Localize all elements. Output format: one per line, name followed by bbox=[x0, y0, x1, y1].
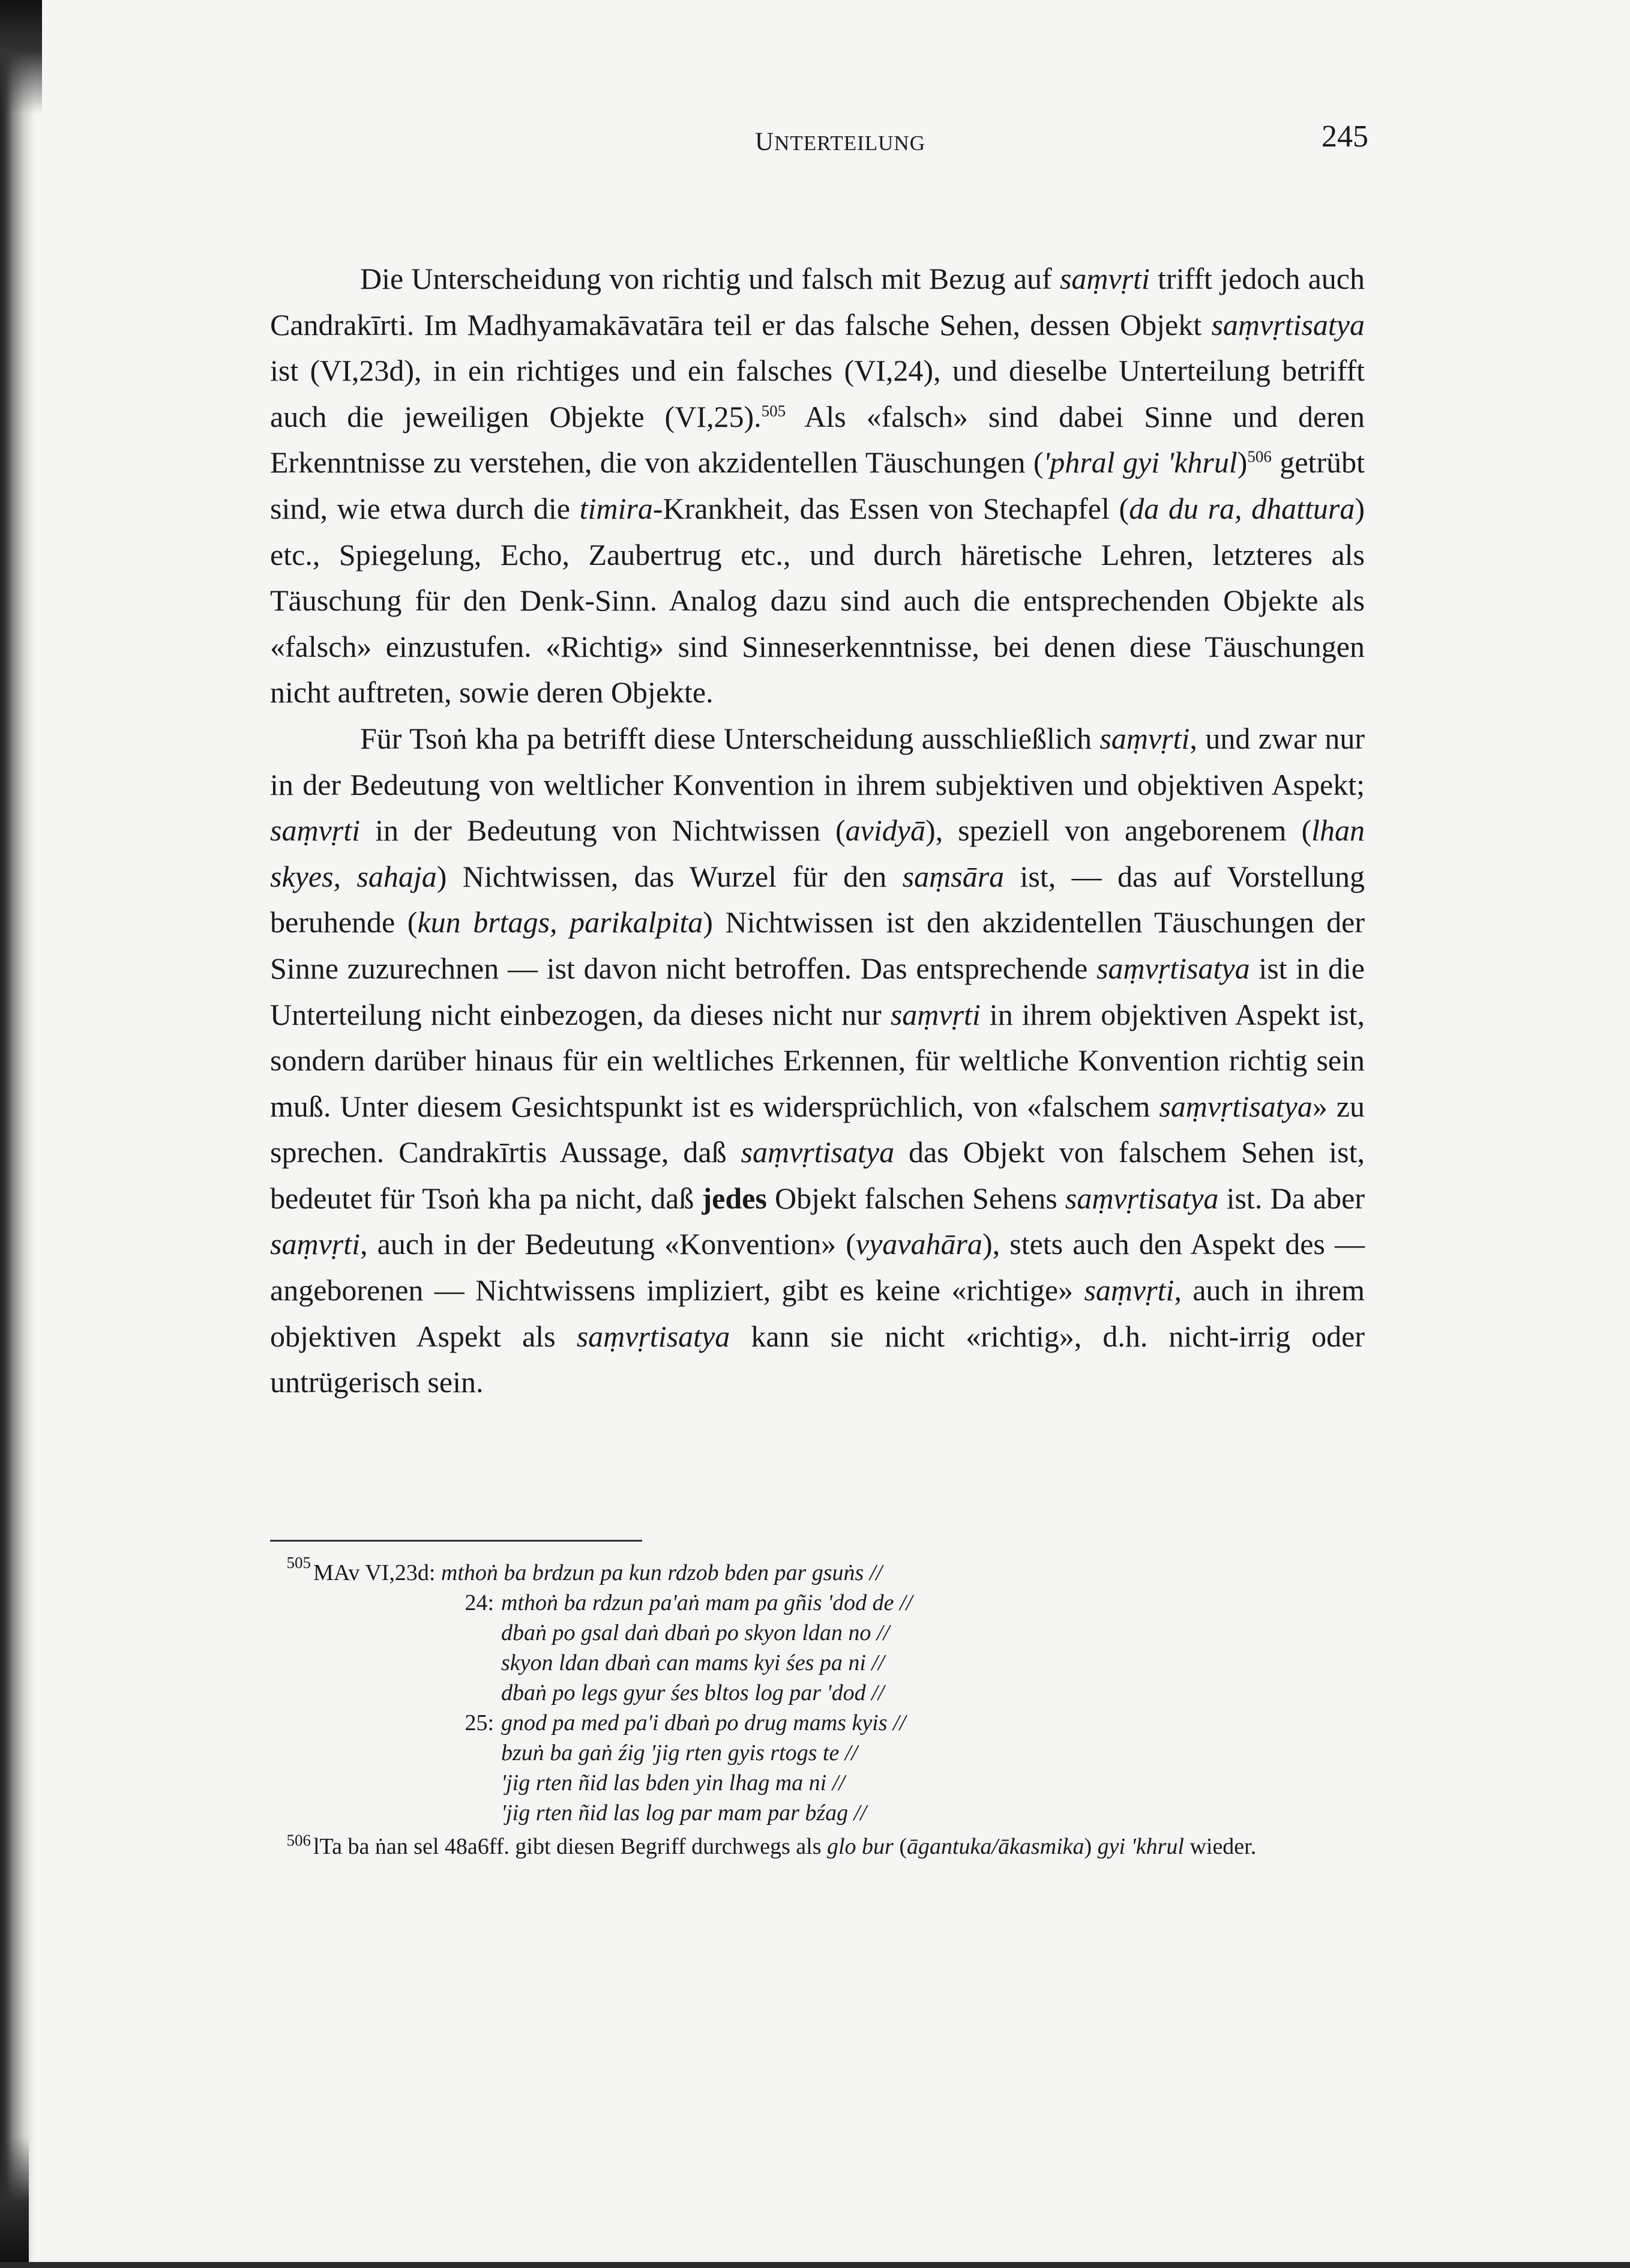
text-run: Die Unterscheidung von richtig und falsch mit Bezug auf bbox=[360, 262, 1060, 295]
verse-group-25 bbox=[270, 1708, 1368, 1828]
text-run: , auch in der Bedeutung «Konvention» ( bbox=[360, 1227, 856, 1261]
footnotes bbox=[270, 1554, 1368, 1862]
footnote-number: 506 bbox=[286, 1831, 311, 1850]
binding-bottom-shadow bbox=[0, 2137, 29, 2268]
footnote-ref-505[interactable]: 505 bbox=[761, 402, 786, 420]
verse-label: 24: bbox=[465, 1590, 494, 1615]
footnote-text: ( bbox=[893, 1834, 907, 1859]
page-number: 245 bbox=[1322, 119, 1368, 154]
binding-top-shadow bbox=[0, 0, 42, 114]
term-samvrti: saṃvṛti bbox=[890, 997, 981, 1031]
verse-line: gnod pa med pa'i dbaṅ po drug mams kyis // bbox=[501, 1710, 906, 1736]
term-samvrti: saṃvṛti bbox=[1059, 262, 1150, 295]
text-run: in der Bedeutung von Nichtwissen ( bbox=[360, 813, 846, 848]
text-run: ) bbox=[1237, 445, 1248, 480]
footnote-ref-506[interactable]: 506 bbox=[1247, 447, 1272, 466]
running-head-rest: NTERTEILUNG bbox=[774, 131, 925, 155]
term-glo-bur: glo bur bbox=[826, 1834, 894, 1859]
verse-line: bzuṅ ba gaṅ źig 'jig rten gyis rtogs te // bbox=[501, 1740, 858, 1766]
text-run: ) etc., Spiegelung, Echo, Zaubertrug etc., und durch häretische Lehren, letzteres als Täuschung für den Denk-Sinn. Analog dazu sind auch die entsprechenden Objekte als «falsch» einzustufen. «Richtig» sind Sinneserkenntnisse, bei denen diese Täuschungen nicht auftreten, sowie deren Objekte. bbox=[270, 491, 1365, 710]
term-parikalpita: kun brtags, parikalpita bbox=[417, 905, 703, 939]
verse-lines bbox=[501, 1708, 1368, 1828]
running-head-initial: U bbox=[755, 128, 775, 156]
text-run: ) Nichtwissen, das Wurzel für den bbox=[436, 859, 903, 893]
verse-line: mthoṅ ba brdzun pa kun rdzob bden par gsuṅs // bbox=[441, 1560, 882, 1585]
verse-line: 'jig rten ñid las log par mam par bźag // bbox=[501, 1800, 867, 1826]
term-samvrti: saṃvṛti bbox=[270, 813, 360, 848]
term-samvrti: saṃvṛti bbox=[270, 1227, 360, 1261]
footnote-505-first-line: 505 MAv VI,23d: mthoṅ ba brdzun pa kun rdzob bden par gsuṅs // bbox=[286, 1554, 882, 1585]
term-samvrti: saṃvṛti bbox=[1084, 1273, 1174, 1307]
term-dhattura: da du ra, dhattura bbox=[1129, 491, 1355, 525]
text-run: das Objekt von falschem Sehen ist, bedeutet für Tsoṅ kha pa nicht, daß bbox=[270, 1135, 1365, 1215]
paragraph-2 bbox=[270, 716, 1365, 1405]
text-run: » zu sprechen. Candrakīrtis Aussage, daß bbox=[270, 1089, 1365, 1169]
verse-line: skyon ldan dbaṅ can mams kyi śes pa ni // bbox=[501, 1650, 885, 1675]
term-avidya: avidyā bbox=[845, 813, 925, 848]
term-samvrti: saṃvṛti bbox=[1099, 721, 1190, 755]
term-timira: timira bbox=[579, 491, 653, 525]
footnote-505 bbox=[270, 1554, 1368, 1828]
term-vyavahara: vyavahāra bbox=[855, 1227, 982, 1261]
text-run: in ihrem objektiven Aspekt ist, sondern darüber hinaus für ein weltliches Erkennen, für weltliche Konvention richtig sein muß. Unter diesem Gesichtspunkt ist es widersprüchlich, von «falschem bbox=[270, 997, 1365, 1123]
text-run: ), speziell von angeborenem ( bbox=[925, 813, 1312, 848]
term-samvrtisatya: saṃvṛtisatya bbox=[1211, 307, 1365, 342]
main-text bbox=[270, 256, 1365, 1405]
text-run: ist in die Unterteilung nicht einbezogen, da dieses nicht nur bbox=[270, 951, 1365, 1031]
text-run: ist. Da aber bbox=[1218, 1181, 1365, 1215]
footnote-source: MAv VI,23d: bbox=[313, 1560, 436, 1585]
term-samsara: saṃsāra bbox=[902, 859, 1005, 893]
verse-label: 25: bbox=[465, 1710, 494, 1736]
book-binding-shadow bbox=[0, 0, 35, 2268]
text-run: getrübt sind, wie etwa durch die bbox=[270, 445, 1365, 525]
text-run: ), stets auch den Aspekt des — angeborenen — Nichtwissens impliziert, gibt es keine «richtige» bbox=[270, 1227, 1365, 1307]
footnote-text: ) bbox=[1084, 1834, 1098, 1859]
text-run: -Krankheit, das Essen von Stechapfel ( bbox=[652, 491, 1129, 525]
text-run: , auch in ihrem objektiven Aspekt als bbox=[270, 1273, 1365, 1353]
term-gyi-khrul: gyi 'khrul bbox=[1097, 1834, 1184, 1859]
term-samvrtisatya: saṃvṛtisatya bbox=[576, 1319, 730, 1353]
text-run: Für Tsoṅ kha pa betrifft diese Unterscheidung ausschließlich bbox=[360, 721, 1100, 755]
footnote-separator bbox=[270, 1540, 642, 1542]
verse-line: dbaṅ po gsal daṅ dbaṅ po skyon ldan no // bbox=[501, 1620, 890, 1645]
term-sahaja: lhan skyes, sahaja bbox=[270, 813, 1365, 893]
verse-line: mthoṅ ba rdzun pa'aṅ mam pa gñis 'dod de // bbox=[501, 1590, 913, 1615]
text-run: trifft jedoch auch Candrakīrti. Im Madhyamakāvatāra teil er das falsche Sehen, dessen Objekt bbox=[270, 262, 1365, 342]
term-samvrtisatya: saṃvṛtisatya bbox=[1065, 1181, 1219, 1215]
verse-group-24 bbox=[270, 1588, 1368, 1708]
running-head bbox=[600, 127, 1080, 157]
term-phral-gyi-khrul: 'phral gyi 'khrul bbox=[1043, 445, 1238, 480]
term-agantuka: āgantuka/ākasmika bbox=[907, 1834, 1084, 1859]
text-run: ) Nichtwissen ist den akzidentellen Täuschungen der Sinne zuzurechnen — ist davon nicht betroffen. Das entsprechende bbox=[270, 905, 1365, 985]
text-run: Als «falsch» sind dabei Sinne und deren Erkenntnisse zu verstehen, die von akzidentellen Täuschungen ( bbox=[270, 399, 1365, 480]
verse-line: dbaṅ po legs gyur śes bltos log par 'dod // bbox=[501, 1680, 885, 1706]
term-samvrtisatya: saṃvṛtisatya bbox=[1096, 951, 1250, 985]
footnote-506 bbox=[270, 1832, 1368, 1862]
paragraph-1 bbox=[270, 256, 1365, 716]
text-run: , und zwar nur in der Bedeutung von weltlicher Konvention in ihrem subjektiven und objektiven Aspekt; bbox=[270, 721, 1365, 801]
footnote-text: wieder. bbox=[1183, 1834, 1257, 1859]
footnote-number-wrap bbox=[270, 1832, 313, 1862]
term-samvrtisatya: saṃvṛtisatya bbox=[741, 1135, 895, 1169]
text-run: kann sie nicht «richtig», d.h. nicht-irrig oder untrügerisch sein. bbox=[270, 1319, 1365, 1399]
term-samvrtisatya: saṃvṛtisatya bbox=[1159, 1089, 1313, 1123]
verse-line: 'jig rten ñid las bden yin lhag ma ni // bbox=[501, 1770, 845, 1796]
scan-bottom-edge bbox=[0, 2262, 1630, 2268]
text-run: Objekt falschen Sehens bbox=[766, 1181, 1065, 1215]
emphasis-jedes: jedes bbox=[702, 1181, 767, 1215]
text-run: ist (VI,23d), in ein richtiges und ein falsches (VI,24), und dieselbe Unterteilung betrifft auch die jeweiligen Objekte (VI,25). bbox=[270, 354, 1365, 433]
text-run: ist, — das auf Vorstellung beruhende ( bbox=[270, 859, 1365, 939]
verse-lines bbox=[501, 1588, 1368, 1708]
footnote-text: lTa ba ṅan sel 48a6ff. gibt diesen Begriff durchwegs als bbox=[313, 1834, 827, 1859]
